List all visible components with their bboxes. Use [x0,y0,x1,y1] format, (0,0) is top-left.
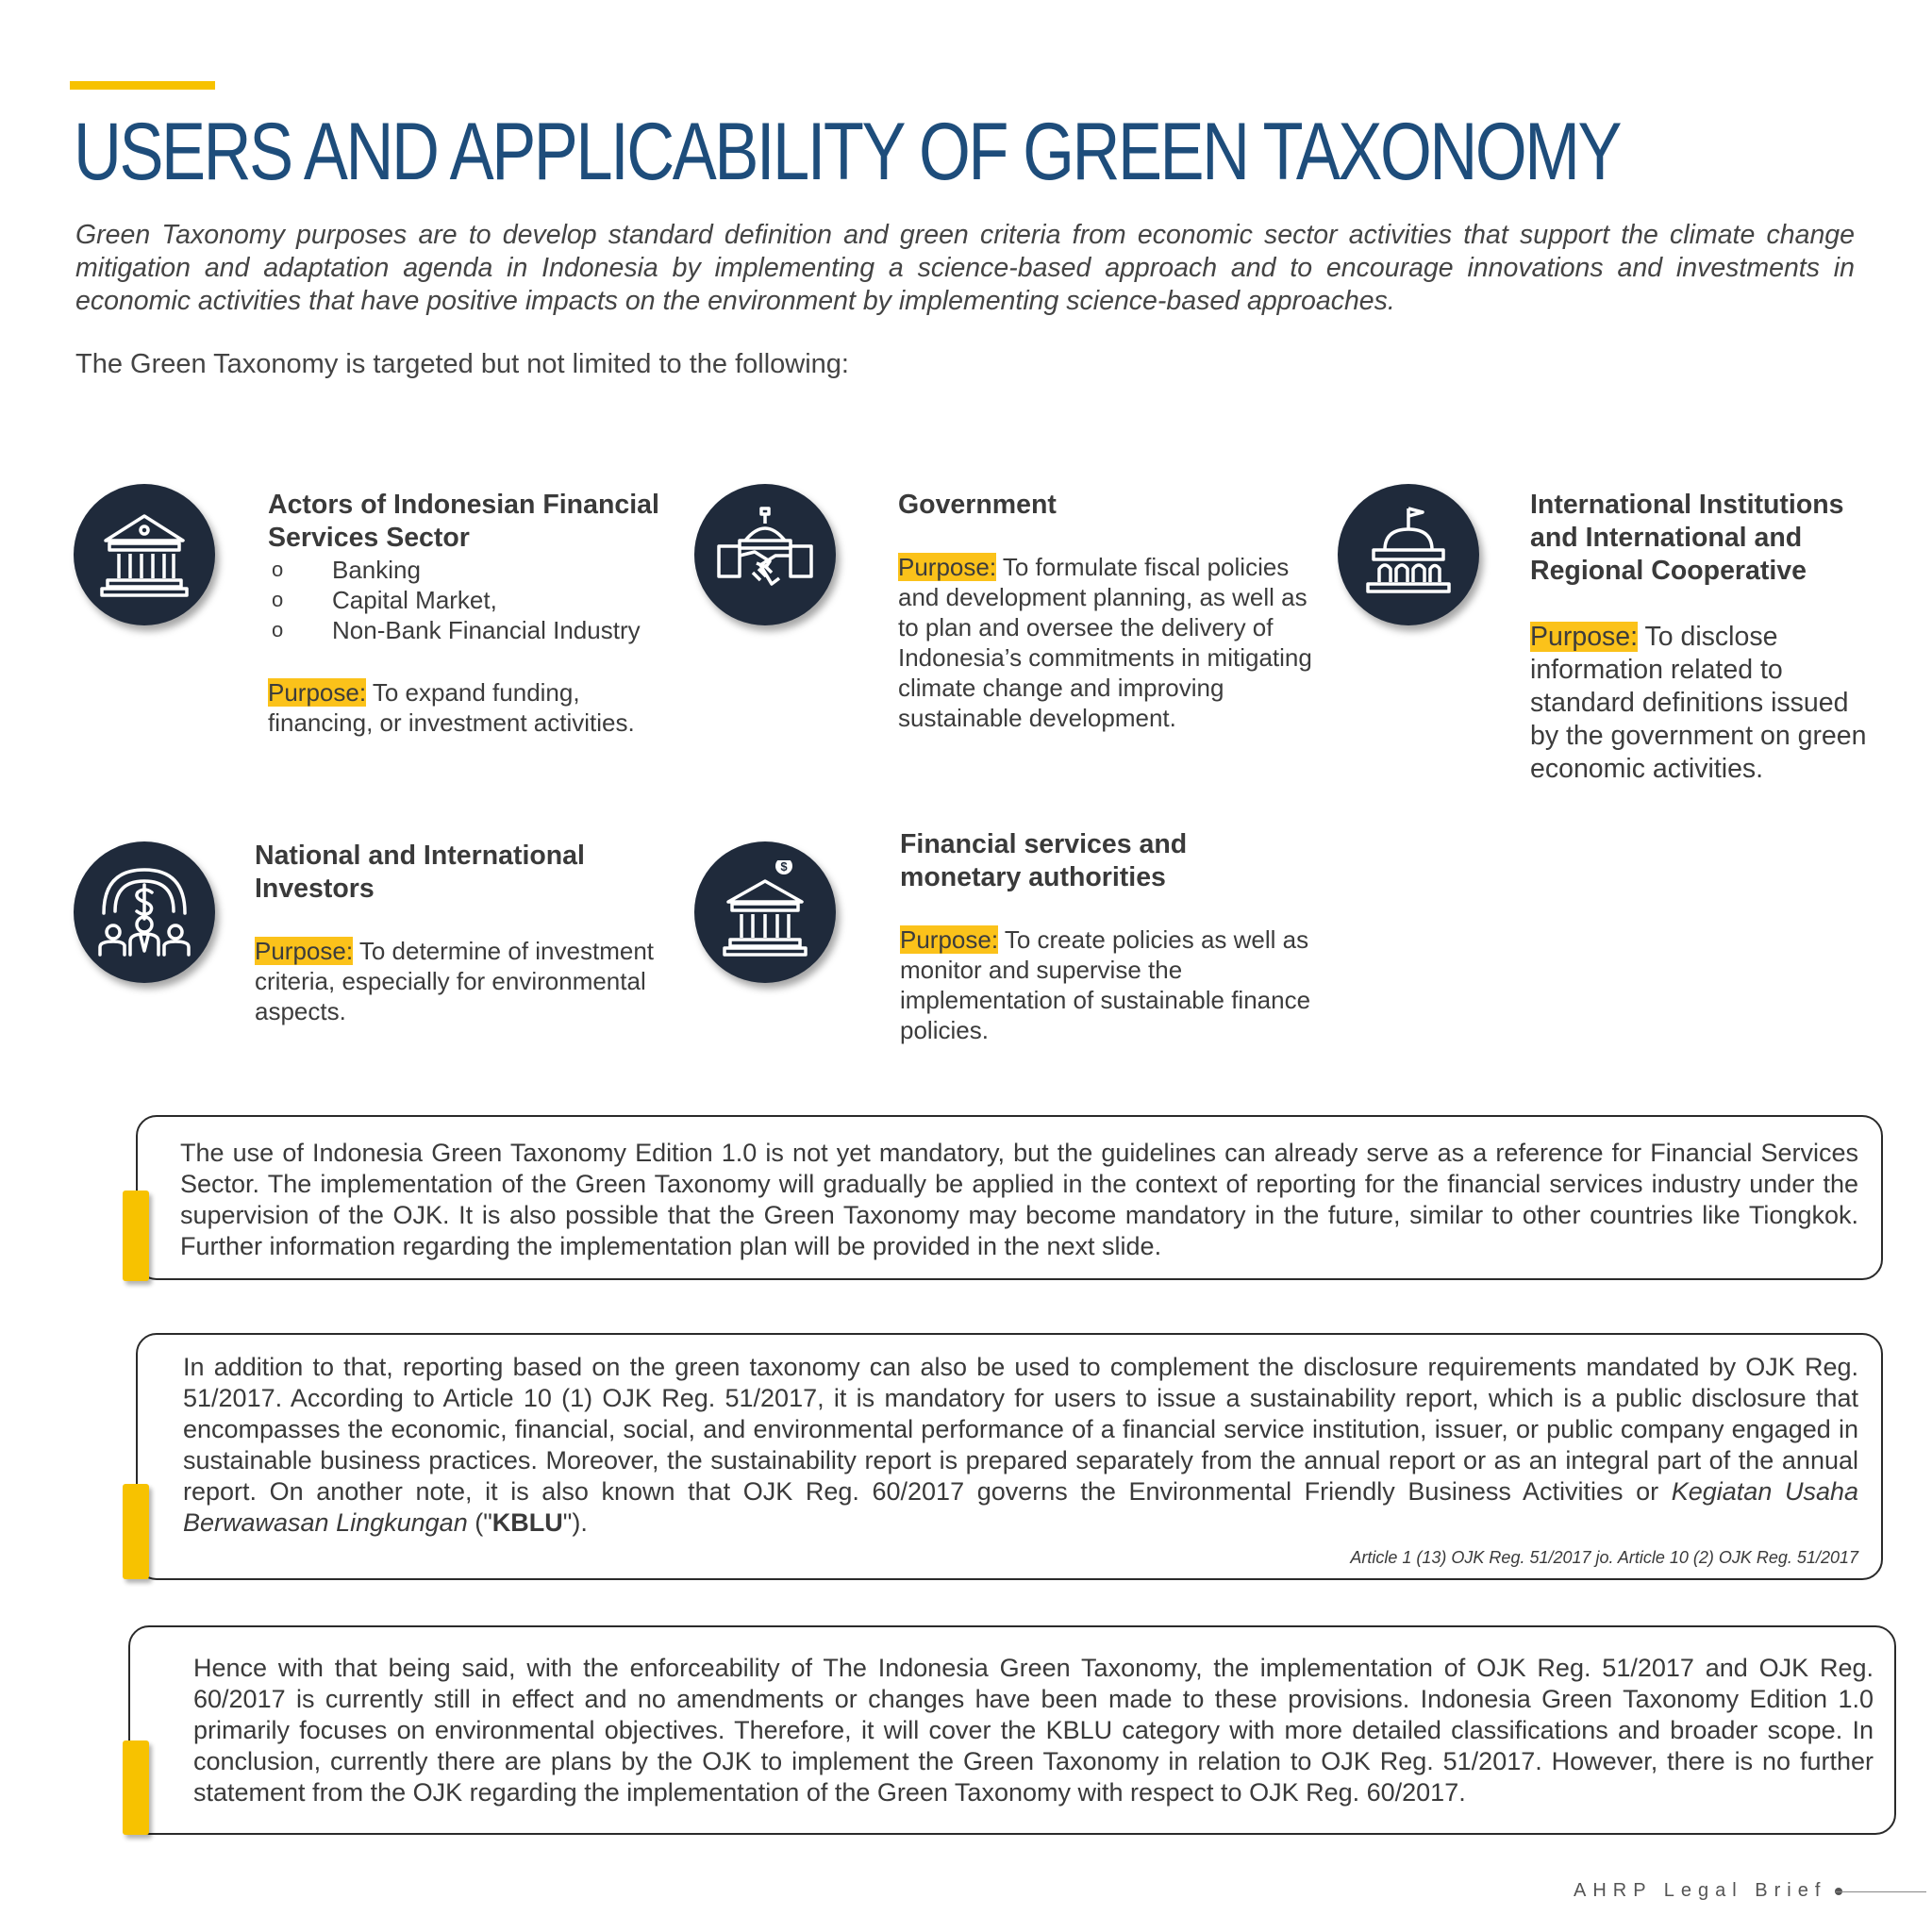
authorities-title: Financial services and monetary authorities [900,829,1188,892]
government-card [898,489,1313,733]
box2-main-text: In addition to that, reporting based on the green taxonomy can also be used to complement the disclosure requirements mandated by OJK Reg. 51/2017. According to Article 10 (1) OJK Reg. 51/2017, it is mandatory for users to issue a sustainability report, which is a public disclosure that encompasses the economic, financial, social, and environmental performance of a financial service institution, issuer, or public company engaged in sustainable business practices. Moreover, the sustainability report is prepared separately from the annual report or as an integral part of the annual report. On another note, it is also known that OJK Reg. 60/2017 governs the Environmental Friendly Business Activities or [183,1353,1858,1506]
bullet-text: Banking [332,556,421,584]
box2-close-quote: "). [562,1508,588,1537]
box-accent-tab [123,1740,149,1835]
capitol-building-icon [1338,484,1479,625]
list-item [268,555,683,585]
purpose-text: To disclose information related to standard definitions issued by the government on green economic activities. [1530,622,1867,784]
footer-rule [1836,1891,1926,1892]
purpose-text: To create policies as well as monitor and supervise the implementation of sustainable finance policies. [900,925,1311,1044]
info-box-text: The use of Indonesia Green Taxonomy Edition 1.0 is not yet mandatory, but the guidelines can already serve as a reference for Financial Services Sector. The implementation of the Green Taxonomy will gradually be applied in the context of reporting for the financial services industry under the supervision of the OJK. It is also possible that the Green Taxonomy may become mandatory in the future, similar to other countries like Tiongkok. Further information regarding the implementation plan will be provided in the next slide. [180,1139,1858,1260]
box-accent-tab [123,1484,149,1579]
authorities-card [900,828,1315,1045]
info-box-mandatory [136,1115,1883,1280]
investors-card [255,840,670,1026]
footer-brand: AHRP Legal Brief [1574,1880,1827,1901]
lead-sentence: The Green Taxonomy is targeted but not limited to the following: [75,349,849,379]
info-box-reporting [136,1333,1883,1580]
international-title: International Institutions and International and Regional Cooperative [1530,490,1844,586]
bullet-text: Non-Bank Financial Industry [332,616,641,644]
purpose-label: Purpose: [268,678,367,707]
international-purpose [1530,621,1870,786]
info-box-conclusion [128,1625,1896,1835]
purpose-label: Purpose: [1530,622,1639,652]
investors-purpose [255,936,670,1026]
info-box-text: Hence with that being said, with the enforceability of The Indonesia Green Taxonomy, the implementation of OJK Reg. 51/2017 and OJK Reg. 60/2017 is currently still in effect and no amendments or changes have been made to these provisions. Indonesia Green Taxonomy Edition 1.0 primarily focuses on environmental objectives. Therefore, it will cover the KBLU category with more detailed classifications and broader scope. In conclusion, currently there are plans by the OJK to implement the Green Taxonomy in relation to OJK Reg. 51/2017. However, there is no further statement from the OJK regarding the implementation of the Green Taxonomy with respect to OJK Reg. 60/2017. [193,1654,1874,1807]
bullet-text: Capital Market, [332,586,497,614]
svg-text:$: $ [780,860,788,874]
kblu-abbreviation: KBLU [491,1508,563,1537]
page-title: USERS AND APPLICABILITY OF GREEN TAXONOMY [74,107,1621,197]
bank-icon [74,484,215,625]
actors-bullet-list [268,555,683,645]
international-card [1530,489,1870,786]
purpose-text: To formulate fiscal policies and development planning, as well as to plan and oversee the delivery of Indonesia’s commitments in mitigating climate change and improving sustainable development. [898,553,1312,732]
bullet-mark: o [272,558,284,581]
actors-purpose [268,677,683,738]
info-box-text [183,1352,1858,1539]
box2-open-quote: (" [467,1508,492,1537]
actors-card [268,489,683,738]
government-handshake-icon [694,484,836,625]
intro-paragraph: Green Taxonomy purposes are to develop standard definition and green criteria from economic sector activities that support the climate change mitigation and adaptation agenda in Indonesia by implementing a science-based approach and to encourage innovations and investments in economic activities that have positive impacts on the environment by implementing science-based approaches. [75,220,1855,316]
purpose-text: To expand funding, financing, or investment activities. [268,678,635,737]
kblu-italic-term: Kegiatan Usaha Berwawasan Lingkungan [183,1477,1858,1537]
box-accent-tab [123,1191,149,1281]
bullet-mark: o [272,588,284,611]
reference-note: Article 1 (13) OJK Reg. 51/2017 jo. Article 10 (2) OJK Reg. 51/2017 [1350,1548,1858,1567]
actors-title: Actors of Indonesian Financial Services Sector [268,490,659,553]
investors-icon [74,841,215,983]
government-title: Government [898,490,1057,520]
purpose-label: Purpose: [900,925,999,954]
investors-title: National and International Investors [255,841,585,904]
bullet-mark: o [272,618,284,641]
title-accent-bar [70,81,215,90]
purpose-text: To determine of investment criteria, especially for environmental aspects. [255,937,654,1025]
purpose-label: Purpose: [255,937,354,965]
government-purpose [898,552,1313,733]
list-item [268,585,683,615]
bank-dollar-icon [694,841,836,983]
list-item [268,615,683,645]
authorities-purpose [900,924,1315,1045]
purpose-label: Purpose: [898,553,997,581]
